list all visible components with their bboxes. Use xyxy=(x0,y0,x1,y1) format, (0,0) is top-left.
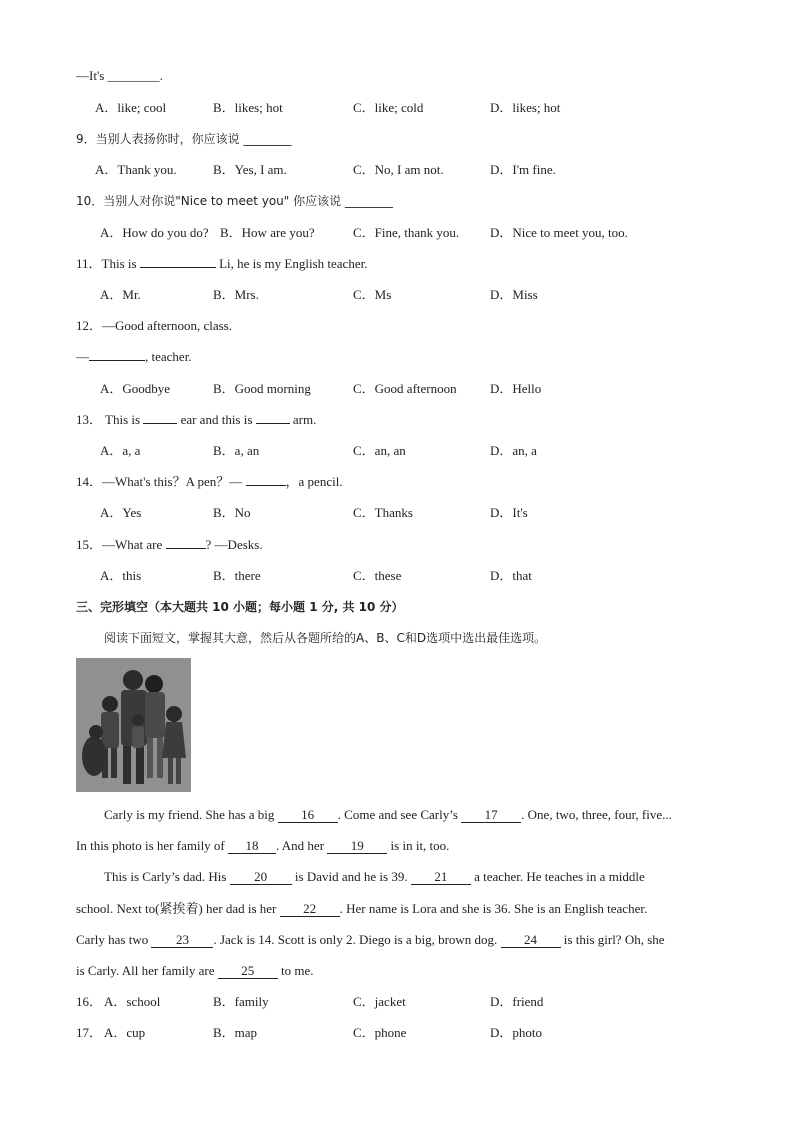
q8-option-b[interactable]: B．likes; hot xyxy=(213,100,283,115)
answer-blank[interactable] xyxy=(140,267,216,268)
passage-text: to me. xyxy=(277,963,314,978)
passage-text: Carly is my friend. She has a big xyxy=(104,807,278,822)
q13-stem-part: 13． This is xyxy=(76,412,144,427)
q14-stem-part: 14．—What's this？A pen？— xyxy=(76,474,246,489)
blank-21[interactable]: 21 xyxy=(411,870,471,885)
answer-blank[interactable] xyxy=(166,548,206,549)
answer-blank[interactable] xyxy=(256,423,290,424)
q13-option-d[interactable]: D．an, a xyxy=(490,443,537,458)
q11-stem-part: 11．This is xyxy=(76,256,140,271)
q8-option-c[interactable]: C．like; cold xyxy=(353,100,424,115)
q10-option-a[interactable]: A．How do you do? xyxy=(100,225,209,240)
answer-blank[interactable] xyxy=(143,423,177,424)
q14-option-d[interactable]: D．It's xyxy=(490,505,528,520)
q14-option-c[interactable]: C．Thanks xyxy=(353,505,413,520)
q14-option-b[interactable]: B．No xyxy=(213,505,251,520)
q13-stem-part: arm. xyxy=(289,412,317,427)
q11-option-a[interactable]: A．Mr. xyxy=(100,287,141,302)
q17-option-a[interactable]: A．cup xyxy=(104,1025,146,1040)
passage-line-4 xyxy=(76,901,647,917)
q17-option-d[interactable]: D．photo xyxy=(490,1025,543,1040)
blank-20[interactable]: 20 xyxy=(230,870,292,885)
q11-option-c[interactable]: C．Ms xyxy=(353,287,392,302)
passage-text: is Carly. All her family are xyxy=(76,963,218,978)
q12-option-c[interactable]: C．Good afternoon xyxy=(353,381,457,396)
answer-blank[interactable] xyxy=(89,360,145,361)
blank-17[interactable]: 17 xyxy=(461,808,521,823)
q12-option-a[interactable]: A．Goodbye xyxy=(100,381,171,396)
question-12-response xyxy=(76,349,192,365)
passage-line-5 xyxy=(76,932,665,948)
question-8-stem: —It's ________. xyxy=(76,68,163,83)
q13-stem-part: ear and this is xyxy=(177,412,256,427)
q9-option-c[interactable]: C．No, I am not. xyxy=(353,162,444,177)
passage-text: is David and he is 39. xyxy=(291,869,411,884)
q15-option-d[interactable]: D．that xyxy=(490,568,532,583)
q9-option-b[interactable]: B．Yes, I am. xyxy=(213,162,287,177)
passage-line-6 xyxy=(76,963,314,979)
blank-22[interactable]: 22 xyxy=(280,902,340,917)
passage-line-2 xyxy=(76,838,449,854)
passage-text: Carly has two xyxy=(76,932,152,947)
q15-option-c[interactable]: C．these xyxy=(353,568,402,583)
blank-23[interactable]: 23 xyxy=(151,933,213,948)
blank-24[interactable]: 24 xyxy=(501,933,561,948)
family-photo xyxy=(76,658,191,792)
q9-option-d[interactable]: D．I'm fine. xyxy=(490,162,556,177)
q13-option-b[interactable]: B．a, an xyxy=(213,443,260,458)
family-photo-image xyxy=(76,658,191,792)
q16-option-c[interactable]: C．jacket xyxy=(353,994,406,1009)
q16-option-a[interactable]: A．school xyxy=(104,994,161,1009)
question-10-stem: 10．当别人对你说"Nice to meet you" 你应该说 ________ xyxy=(76,194,393,208)
q17-option-c[interactable]: C．phone xyxy=(353,1025,407,1040)
question-9-stem: 9．当别人表扬你时，你应该说 ________ xyxy=(76,132,292,146)
q13-option-c[interactable]: C．an, an xyxy=(353,443,406,458)
q8-option-d[interactable]: D．likes; hot xyxy=(490,100,561,115)
q12-option-d[interactable]: D．Hello xyxy=(490,381,542,396)
answer-blank[interactable] xyxy=(246,485,286,486)
question-16-label: 16． xyxy=(76,994,103,1009)
q15-option-b[interactable]: B．there xyxy=(213,568,261,583)
passage-text: . One, two, three, four, five... xyxy=(521,807,672,822)
question-13-stem xyxy=(76,412,316,428)
passage-text: . Come and see Carly’s xyxy=(337,807,462,822)
passage-line-1 xyxy=(104,807,672,823)
q16-option-d[interactable]: D．friend xyxy=(490,994,544,1009)
q11-option-d[interactable]: D．Miss xyxy=(490,287,538,302)
q14-option-a[interactable]: A．Yes xyxy=(100,505,142,520)
q13-option-a[interactable]: A．a, a xyxy=(100,443,141,458)
q12-stem-part: , teacher. xyxy=(145,349,192,364)
passage-text: In this photo is her family of xyxy=(76,838,229,853)
q10-option-d[interactable]: D．Nice to meet you, too. xyxy=(490,225,628,240)
q15-stem-part: 15．—What are xyxy=(76,537,166,552)
question-14-stem xyxy=(76,474,343,490)
q12-option-b[interactable]: B．Good morning xyxy=(213,381,311,396)
q15-option-a[interactable]: A．this xyxy=(100,568,142,583)
q10-option-c[interactable]: C．Fine, thank you. xyxy=(353,225,460,240)
passage-text: is this girl? Oh, she xyxy=(560,932,665,947)
passage-text: . Jack is 14. Scott is only 2. Diego is a big, brown dog. xyxy=(213,932,501,947)
q8-option-a[interactable]: A．like; cool xyxy=(95,100,167,115)
question-17-label: 17． xyxy=(76,1025,103,1040)
question-11-stem xyxy=(76,256,367,272)
blank-16[interactable]: 16 xyxy=(278,808,338,823)
passage-text: This is Carly’s dad. His xyxy=(104,869,230,884)
passage-text: school. Next to(紧挨着) her dad is her xyxy=(76,901,280,916)
q12-stem-part: — xyxy=(76,349,89,364)
passage-line-3 xyxy=(104,869,645,885)
q11-stem-part: Li, he is my English teacher. xyxy=(215,256,368,271)
section-title: 三、完形填空（本大题共 10 小题；每小题 1 分, 共 10 分） xyxy=(76,600,404,614)
q16-option-b[interactable]: B．family xyxy=(213,994,269,1009)
blank-19[interactable]: 19 xyxy=(327,839,387,854)
question-12-stem: 12．—Good afternoon, class. xyxy=(76,318,232,333)
q17-option-b[interactable]: B．map xyxy=(213,1025,258,1040)
passage-text: . Her name is Lora and she is 36. She is an English teacher. xyxy=(339,901,648,916)
blank-25[interactable]: 25 xyxy=(218,964,278,979)
q14-stem-part: ，a pencil. xyxy=(285,474,343,489)
passage-text: a teacher. He teaches in a middle xyxy=(470,869,645,884)
passage-text: is in it, too. xyxy=(387,838,450,853)
passage-text: . And her xyxy=(276,838,328,853)
question-15-stem xyxy=(76,537,263,553)
blank-18[interactable]: 18 xyxy=(228,839,276,854)
section-instruction: 阅读下面短文，掌握其大意，然后从各题所给的A、B、C和D选项中选出最佳选项。 xyxy=(104,631,547,645)
q10-option-b[interactable]: B．How are you? xyxy=(220,225,315,240)
q15-stem-part: ? —Desks. xyxy=(205,537,263,552)
q9-option-a[interactable]: A．Thank you. xyxy=(95,162,177,177)
q11-option-b[interactable]: B．Mrs. xyxy=(213,287,259,302)
